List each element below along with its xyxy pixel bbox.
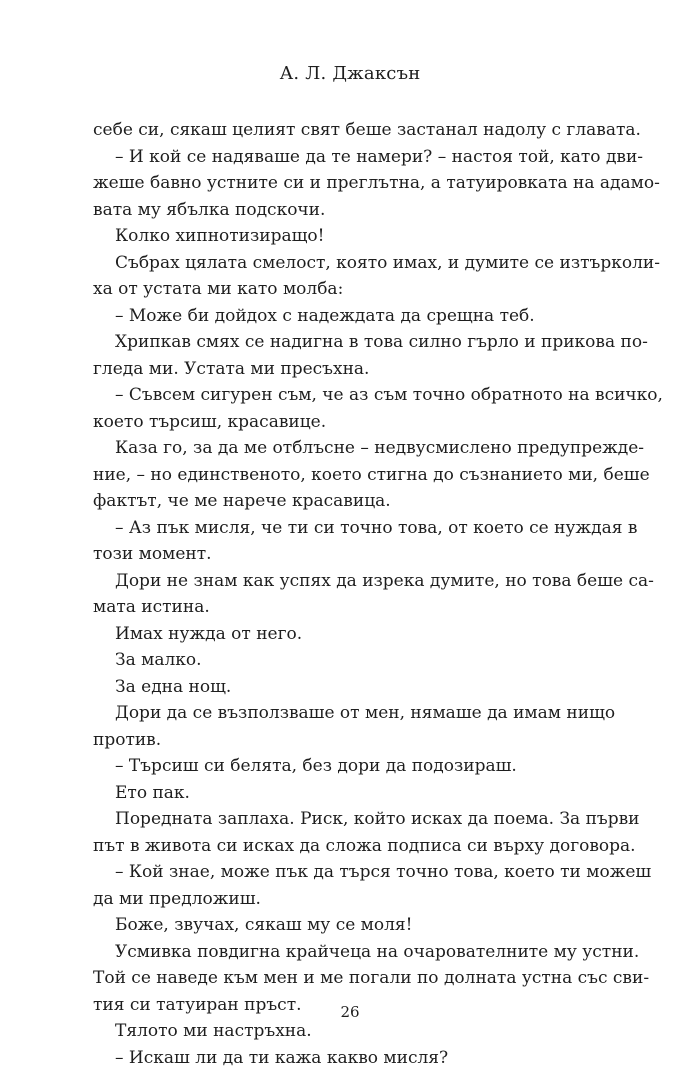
text-line: път в живота си исках да сложа подписа си върху договора. [93, 835, 636, 856]
text-line: този момент. [93, 544, 212, 564]
text-line: Хрипкав смях се надигна в това силно гърло и прикова по- [115, 332, 648, 352]
text-line: – Аз пък мисля, че ти си точно това, от което се нуждая в [115, 517, 638, 538]
text-line: Тялото ми настръхна. [115, 1021, 312, 1041]
text-line: жеше бавно устните си и преглътна, а татуировката на адамо- [93, 173, 660, 193]
running-header-author: А. Л. Джаксън [279, 63, 421, 84]
text-line: против. [93, 729, 162, 750]
text-line: себе си, сякаш целият свят беше застанал надолу с главата. [93, 120, 641, 140]
text-line: да ми предложиш. [93, 888, 261, 909]
text-line: тия си татуиран пръст. [93, 994, 302, 1015]
text-line: Усмивка повдигна крайчеца на очарователните му устни. [115, 941, 640, 962]
text-line: Дори не знам как успях да изрека думите, но това беше са- [115, 570, 654, 591]
text-line: – Може би дойдох с надеждата да срещна теб. [115, 305, 535, 326]
text-line: което търсиш, красавице. [93, 411, 327, 432]
text-line: ние, – но единственото, което стигна до съзнанието ми, беше [93, 464, 650, 485]
text-line: – И кой се надяваше да те намери? – настоя той, като дви- [115, 146, 644, 167]
text-line: – Искаш ли да ти кажа какво мисля? [115, 1047, 449, 1068]
text-line: Събрах цялата смелост, която имах, и думите се изтърколи- [115, 252, 660, 273]
text-line: За една нощ. [115, 676, 232, 697]
text-line: – Съвсем сигурен съм, че аз съм точно обратното на всичко, [115, 385, 663, 405]
text-line: – Търсиш си белята, без дори да подозираш. [115, 756, 517, 776]
text-line: мата истина. [93, 597, 210, 617]
text-line: фактът, че ме нарече красавица. [93, 491, 391, 511]
text-line: Колко хипнотизиращо! [115, 226, 325, 246]
text-line: Поредната заплаха. Риск, който исках да поема. За първи [115, 809, 640, 829]
text-line: Боже, звучах, сякаш му се моля! [115, 915, 413, 935]
text-line: вата му ябълка подскочи. [93, 199, 326, 220]
text-line: Той се наведе към мен и ме погали по долната устна със сви- [93, 968, 650, 988]
text-line: За малко. [115, 650, 202, 670]
text-line: гледа ми. Устата ми пресъхна. [93, 358, 370, 379]
body-text [93, 117, 663, 1071]
text-line: Каза го, за да ме отблъсне – недвусмислено предупрежде- [115, 438, 645, 458]
text-line: Ето пак. [115, 782, 190, 803]
text-line: Дори да се възползваше от мен, нямаше да имам нищо [115, 703, 616, 723]
text-line: ха от устата ми като молба: [93, 279, 344, 299]
text-line: Имах нужда от него. [115, 623, 303, 644]
text-line: – Кой знае, може пък да търся точно това, което ти можеш [115, 862, 652, 882]
page-number: 26 [340, 1003, 360, 1021]
